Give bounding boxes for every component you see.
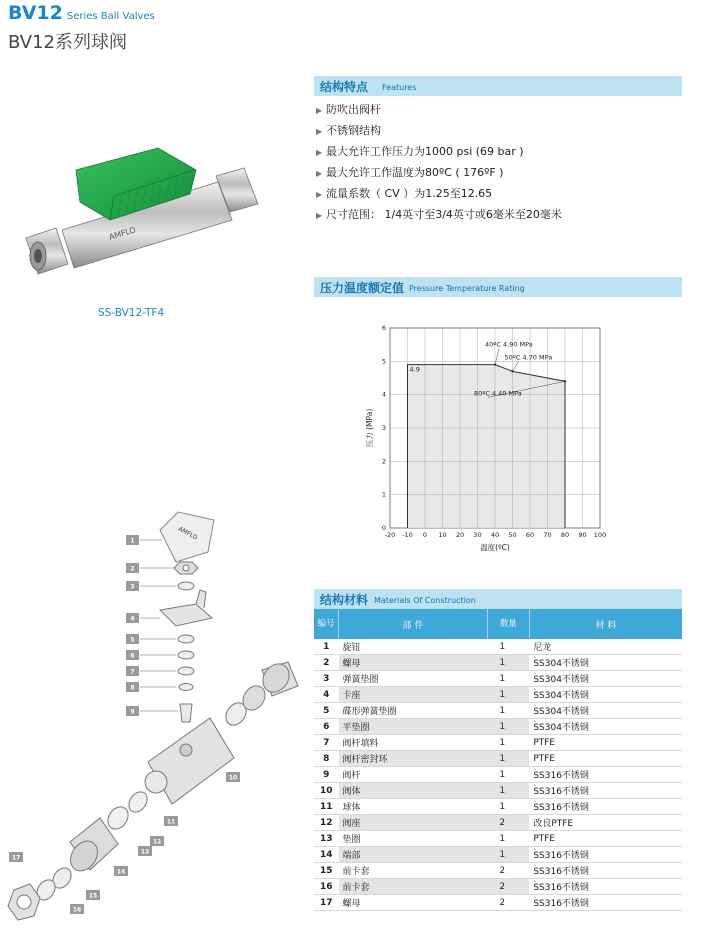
material-qty: 1 <box>487 847 529 863</box>
part-label <box>126 650 139 660</box>
table-header-row <box>314 609 682 639</box>
svg-text:11: 11 <box>166 818 176 826</box>
col-header-qty: 数量 <box>487 609 529 639</box>
material-part: 螺母 <box>339 895 488 911</box>
svg-text:5: 5 <box>130 636 135 644</box>
material-name: PTFE <box>529 831 682 847</box>
material-no: 8 <box>314 751 339 767</box>
y-tick-label: 2 <box>381 457 386 466</box>
bullet-icon: ▶ <box>316 148 323 157</box>
part-label <box>70 904 84 914</box>
material-name: SS316不锈钢 <box>529 895 682 911</box>
product-caption: SS-BV12-TF4 <box>98 307 165 319</box>
material-no: 4 <box>314 687 339 703</box>
part-label <box>126 666 139 676</box>
svg-text:13: 13 <box>140 848 150 856</box>
material-part: 碟形弹簧垫圈 <box>339 703 488 719</box>
x-tick-label: -20 <box>384 531 396 539</box>
x-tick-label: 30 <box>473 531 482 539</box>
table-row <box>314 847 682 863</box>
material-qty: 2 <box>487 879 529 895</box>
material-part: 阀杆 <box>339 767 488 783</box>
y-tick-label: 6 <box>381 324 386 332</box>
material-no: 12 <box>314 815 339 831</box>
material-name: 改良PTFE <box>529 815 682 831</box>
part-label <box>150 836 164 846</box>
annotation-label: 80ºC 4.40 MPa <box>474 389 522 398</box>
table-row <box>314 799 682 815</box>
exploded-parts-view <box>0 500 310 931</box>
x-tick-label: 100 <box>593 531 607 539</box>
material-qty: 1 <box>487 671 529 687</box>
material-qty: 1 <box>487 783 529 799</box>
part-label <box>126 581 139 591</box>
table-row <box>314 671 682 687</box>
material-qty: 1 <box>487 719 529 735</box>
body-engraving: AMFLO <box>107 225 137 242</box>
material-name: PTFE <box>529 735 682 751</box>
rating-header <box>314 277 682 297</box>
material-no: 2 <box>314 655 339 671</box>
series-code: BV12 Series Ball Valves <box>8 2 155 24</box>
svg-text:17: 17 <box>11 854 21 862</box>
part-label <box>126 563 139 573</box>
material-part: 阀座 <box>339 815 488 831</box>
handle-engraving: AMFLO <box>177 525 199 542</box>
table-row <box>314 767 682 783</box>
x-tick-label: 90 <box>578 531 587 539</box>
part-label <box>126 682 139 692</box>
material-part: 前卡套 <box>339 863 488 879</box>
y-axis-label: 压力 (MPa) <box>365 408 374 448</box>
material-no: 10 <box>314 783 339 799</box>
material-part: 阀杆填料 <box>339 735 488 751</box>
x-axis-label: 温度(ºC) <box>480 543 510 552</box>
material-no: 3 <box>314 671 339 687</box>
table-row <box>314 735 682 751</box>
material-part: 螺母 <box>339 655 488 671</box>
material-name: 尼龙 <box>529 639 682 655</box>
svg-text:10: 10 <box>228 774 238 782</box>
part-label <box>126 613 139 623</box>
material-part: 前卡套 <box>339 879 488 895</box>
material-no: 7 <box>314 735 339 751</box>
svg-text:6: 6 <box>130 652 135 660</box>
material-qty: 1 <box>487 703 529 719</box>
col-header-no: 编号 <box>314 609 339 639</box>
bullet-icon: ▶ <box>316 169 323 178</box>
material-part: 卡座 <box>339 687 488 703</box>
material-name: SS316不锈钢 <box>529 863 682 879</box>
table-row <box>314 687 682 703</box>
part-label <box>86 890 100 900</box>
material-name: SS304不锈钢 <box>529 655 682 671</box>
feature-item: ▶ 最大允许工作温度为80ºC ( 176ºF ) <box>316 166 504 179</box>
material-name: SS316不锈钢 <box>529 799 682 815</box>
part-label <box>164 816 178 826</box>
material-no: 16 <box>314 879 339 895</box>
material-qty: 2 <box>487 815 529 831</box>
x-tick-label: 50 <box>508 531 517 539</box>
material-name: SS304不锈钢 <box>529 687 682 703</box>
rating-title-cn: 压力温度额定值 <box>320 281 405 295</box>
part-label <box>126 634 139 644</box>
bullet-icon: ▶ <box>316 190 323 199</box>
table-row <box>314 895 682 911</box>
part-label <box>9 852 23 862</box>
table-row <box>314 703 682 719</box>
data-point <box>511 370 513 372</box>
features-title-en: Features <box>382 83 417 92</box>
features-title-cn: 结构特点 <box>320 80 369 94</box>
col-header-material: 材 料 <box>529 609 682 639</box>
feature-item: ▶ 不锈钢结构 <box>316 124 381 137</box>
svg-text:1: 1 <box>130 537 135 545</box>
svg-text:8: 8 <box>130 684 135 692</box>
material-part: 阀杆密封环 <box>339 751 488 767</box>
x-tick-label: 60 <box>525 531 535 539</box>
material-no: 6 <box>314 719 339 735</box>
svg-text:9: 9 <box>130 708 135 716</box>
feature-item: ▶ 尺寸范围： 1/4英寸至3/4英寸或6毫米至20毫米 <box>316 208 562 221</box>
material-name: SS304不锈钢 <box>529 719 682 735</box>
table-row <box>314 719 682 735</box>
material-name: SS316不锈钢 <box>529 879 682 895</box>
material-no: 17 <box>314 895 339 911</box>
product-image <box>18 140 268 310</box>
table-row <box>314 639 682 655</box>
series-subtitle: Series Ball Valves <box>66 11 155 22</box>
data-point <box>564 380 566 382</box>
material-no: 13 <box>314 831 339 847</box>
rating-title-en: Pressure Temperature Rating <box>409 284 525 293</box>
feature-item: ▶ 防吹出阀杆 <box>316 103 381 116</box>
material-qty: 1 <box>487 831 529 847</box>
table-row <box>314 783 682 799</box>
part-label <box>226 772 240 782</box>
svg-text:12: 12 <box>152 838 162 846</box>
material-name: SS304不锈钢 <box>529 703 682 719</box>
svg-text:15: 15 <box>88 892 98 900</box>
svg-text:7: 7 <box>130 668 135 676</box>
table-row <box>314 655 682 671</box>
part-label <box>126 706 139 716</box>
material-qty: 1 <box>487 687 529 703</box>
svg-text:14: 14 <box>116 868 126 876</box>
material-no: 11 <box>314 799 339 815</box>
svg-text:4: 4 <box>130 615 135 623</box>
x-tick-label: -10 <box>402 531 413 539</box>
material-part: 旋钮 <box>339 639 488 655</box>
svg-text:3: 3 <box>130 583 135 591</box>
material-qty: 1 <box>487 751 529 767</box>
x-tick-label: 20 <box>455 531 465 539</box>
material-no: 15 <box>314 863 339 879</box>
col-header-part: 部 件 <box>339 609 488 639</box>
material-no: 1 <box>314 639 339 655</box>
x-tick-label: 40 <box>490 531 500 539</box>
ref-value-label: 4.9 <box>409 365 420 374</box>
y-tick-label: 0 <box>381 524 386 532</box>
material-part: 垫圈 <box>339 831 488 847</box>
material-part: 平垫圈 <box>339 719 488 735</box>
bullet-icon: ▶ <box>316 127 323 136</box>
svg-text:16: 16 <box>72 906 82 914</box>
material-name: SS316不锈钢 <box>529 767 682 783</box>
y-tick-label: 3 <box>381 424 386 432</box>
material-name: PTFE <box>529 751 682 767</box>
page-title: BV12系列球阀 <box>8 32 128 53</box>
x-tick-label: 70 <box>543 531 552 539</box>
material-part: 球体 <box>339 799 488 815</box>
material-qty: 1 <box>487 767 529 783</box>
pressure-temperature-chart <box>360 320 620 565</box>
x-tick-label: 10 <box>438 531 447 539</box>
material-qty: 2 <box>487 895 529 911</box>
material-qty: 1 <box>487 799 529 815</box>
materials-table <box>314 609 682 911</box>
y-tick-label: 4 <box>381 390 386 399</box>
table-row <box>314 751 682 767</box>
part-label <box>138 846 152 856</box>
material-qty: 1 <box>487 735 529 751</box>
material-qty: 1 <box>487 639 529 655</box>
material-no: 5 <box>314 703 339 719</box>
x-tick-label: 0 <box>422 531 428 539</box>
table-row <box>314 815 682 831</box>
material-qty: 1 <box>487 655 529 671</box>
table-row <box>314 863 682 879</box>
part-label <box>126 535 139 545</box>
materials-title-en: Materials Of Construction <box>374 596 476 605</box>
y-tick-label: 5 <box>381 357 386 366</box>
materials-header <box>314 589 682 609</box>
y-tick-label: 1 <box>381 490 386 499</box>
part-label <box>114 866 128 876</box>
x-tick-label: 80 <box>560 531 570 539</box>
material-qty: 2 <box>487 863 529 879</box>
material-name: SS304不锈钢 <box>529 671 682 687</box>
features-header <box>314 76 682 96</box>
bullet-icon: ▶ <box>316 106 323 115</box>
annotation-label: 40ºC 4.90 MPa <box>485 340 533 349</box>
feature-item: ▶ 流量系数（ CV ）为1.25至12.65 <box>316 187 493 200</box>
data-point <box>494 363 496 365</box>
material-no: 14 <box>314 847 339 863</box>
annotation-label: 50ºC 4.70 MPa <box>504 353 553 362</box>
materials-title-cn: 结构材料 <box>320 593 369 607</box>
table-row <box>314 831 682 847</box>
bullet-icon: ▶ <box>316 211 323 220</box>
feature-item: ▶ 最大允许工作压力为1000 psi (69 bar ) <box>316 145 524 158</box>
material-part: 端部 <box>339 847 488 863</box>
material-part: 弹簧垫圈 <box>339 671 488 687</box>
material-name: SS316不锈钢 <box>529 783 682 799</box>
table-row <box>314 879 682 895</box>
features-list <box>316 101 562 227</box>
material-no: 9 <box>314 767 339 783</box>
material-name: SS316不锈钢 <box>529 847 682 863</box>
material-part: 阀体 <box>339 783 488 799</box>
svg-text:2: 2 <box>130 565 135 573</box>
